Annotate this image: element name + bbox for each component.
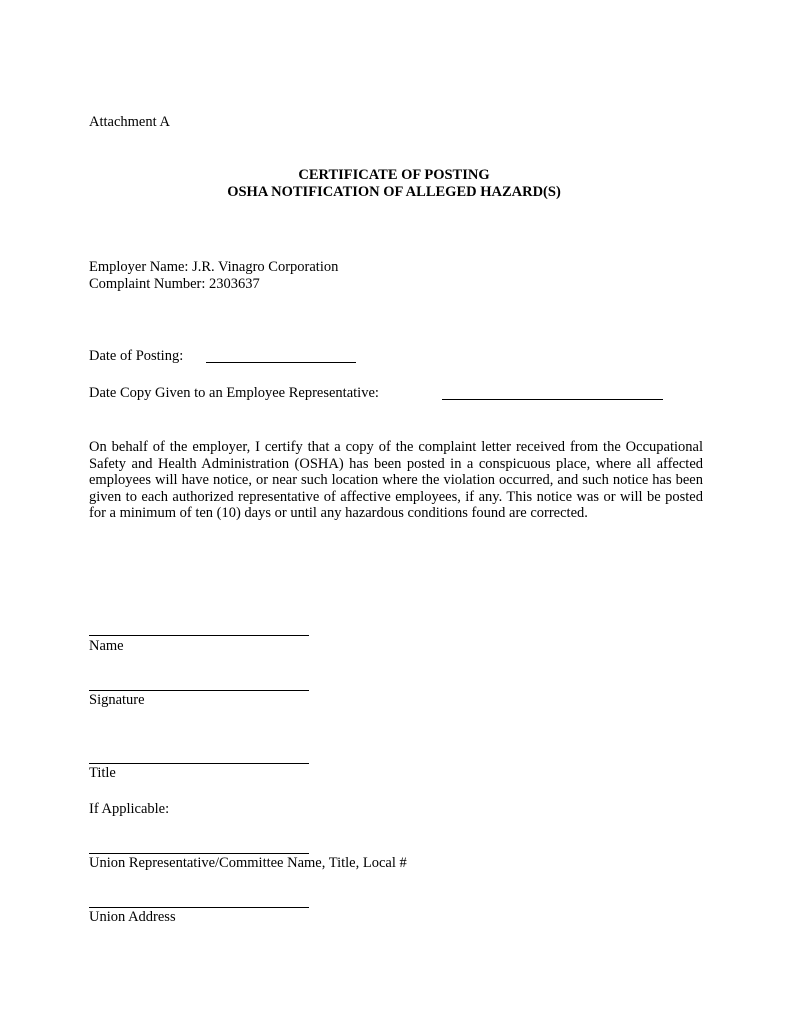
date-of-posting-label: Date of Posting: bbox=[89, 348, 184, 364]
union-address-line[interactable] bbox=[89, 907, 309, 908]
signature-line[interactable] bbox=[89, 690, 309, 691]
employer-name: Employer Name: J.R. Vinagro Corporation bbox=[89, 259, 339, 275]
union-representative-label: Union Representative/Committee Name, Title, Local # bbox=[89, 855, 407, 871]
name-signature-line[interactable] bbox=[89, 635, 309, 636]
certificate-title: CERTIFICATE OF POSTING bbox=[298, 167, 490, 183]
title-label: Title bbox=[89, 765, 116, 781]
union-representative-line[interactable] bbox=[89, 853, 309, 854]
union-address-label: Union Address bbox=[89, 909, 176, 925]
if-applicable-label: If Applicable: bbox=[89, 801, 170, 817]
complaint-number: Complaint Number: 2303637 bbox=[89, 276, 260, 292]
date-copy-given-label: Date Copy Given to an Employee Representative: bbox=[89, 385, 379, 401]
attachment-label: Attachment A bbox=[89, 114, 170, 130]
date-of-posting-field[interactable] bbox=[206, 362, 356, 363]
title-line[interactable] bbox=[89, 763, 309, 764]
signature-label: Signature bbox=[89, 692, 145, 708]
date-copy-given-field[interactable] bbox=[442, 399, 663, 400]
name-label: Name bbox=[89, 638, 124, 654]
certificate-subtitle: OSHA NOTIFICATION OF ALLEGED HAZARD(S) bbox=[227, 184, 561, 200]
certification-paragraph: On behalf of the employer, I certify that a copy of the complaint letter received from the Occupational Safety and Health Administration (OSHA) has been posted in a conspicuous place, where all affected employees will have notice, or near such location where the violation occurred, and such notice has been given to each authorized representative of affective employees, if any. This notice was or will be posted for a minimum of ten (10) days or until any hazardous conditions found are corrected. bbox=[89, 439, 703, 521]
